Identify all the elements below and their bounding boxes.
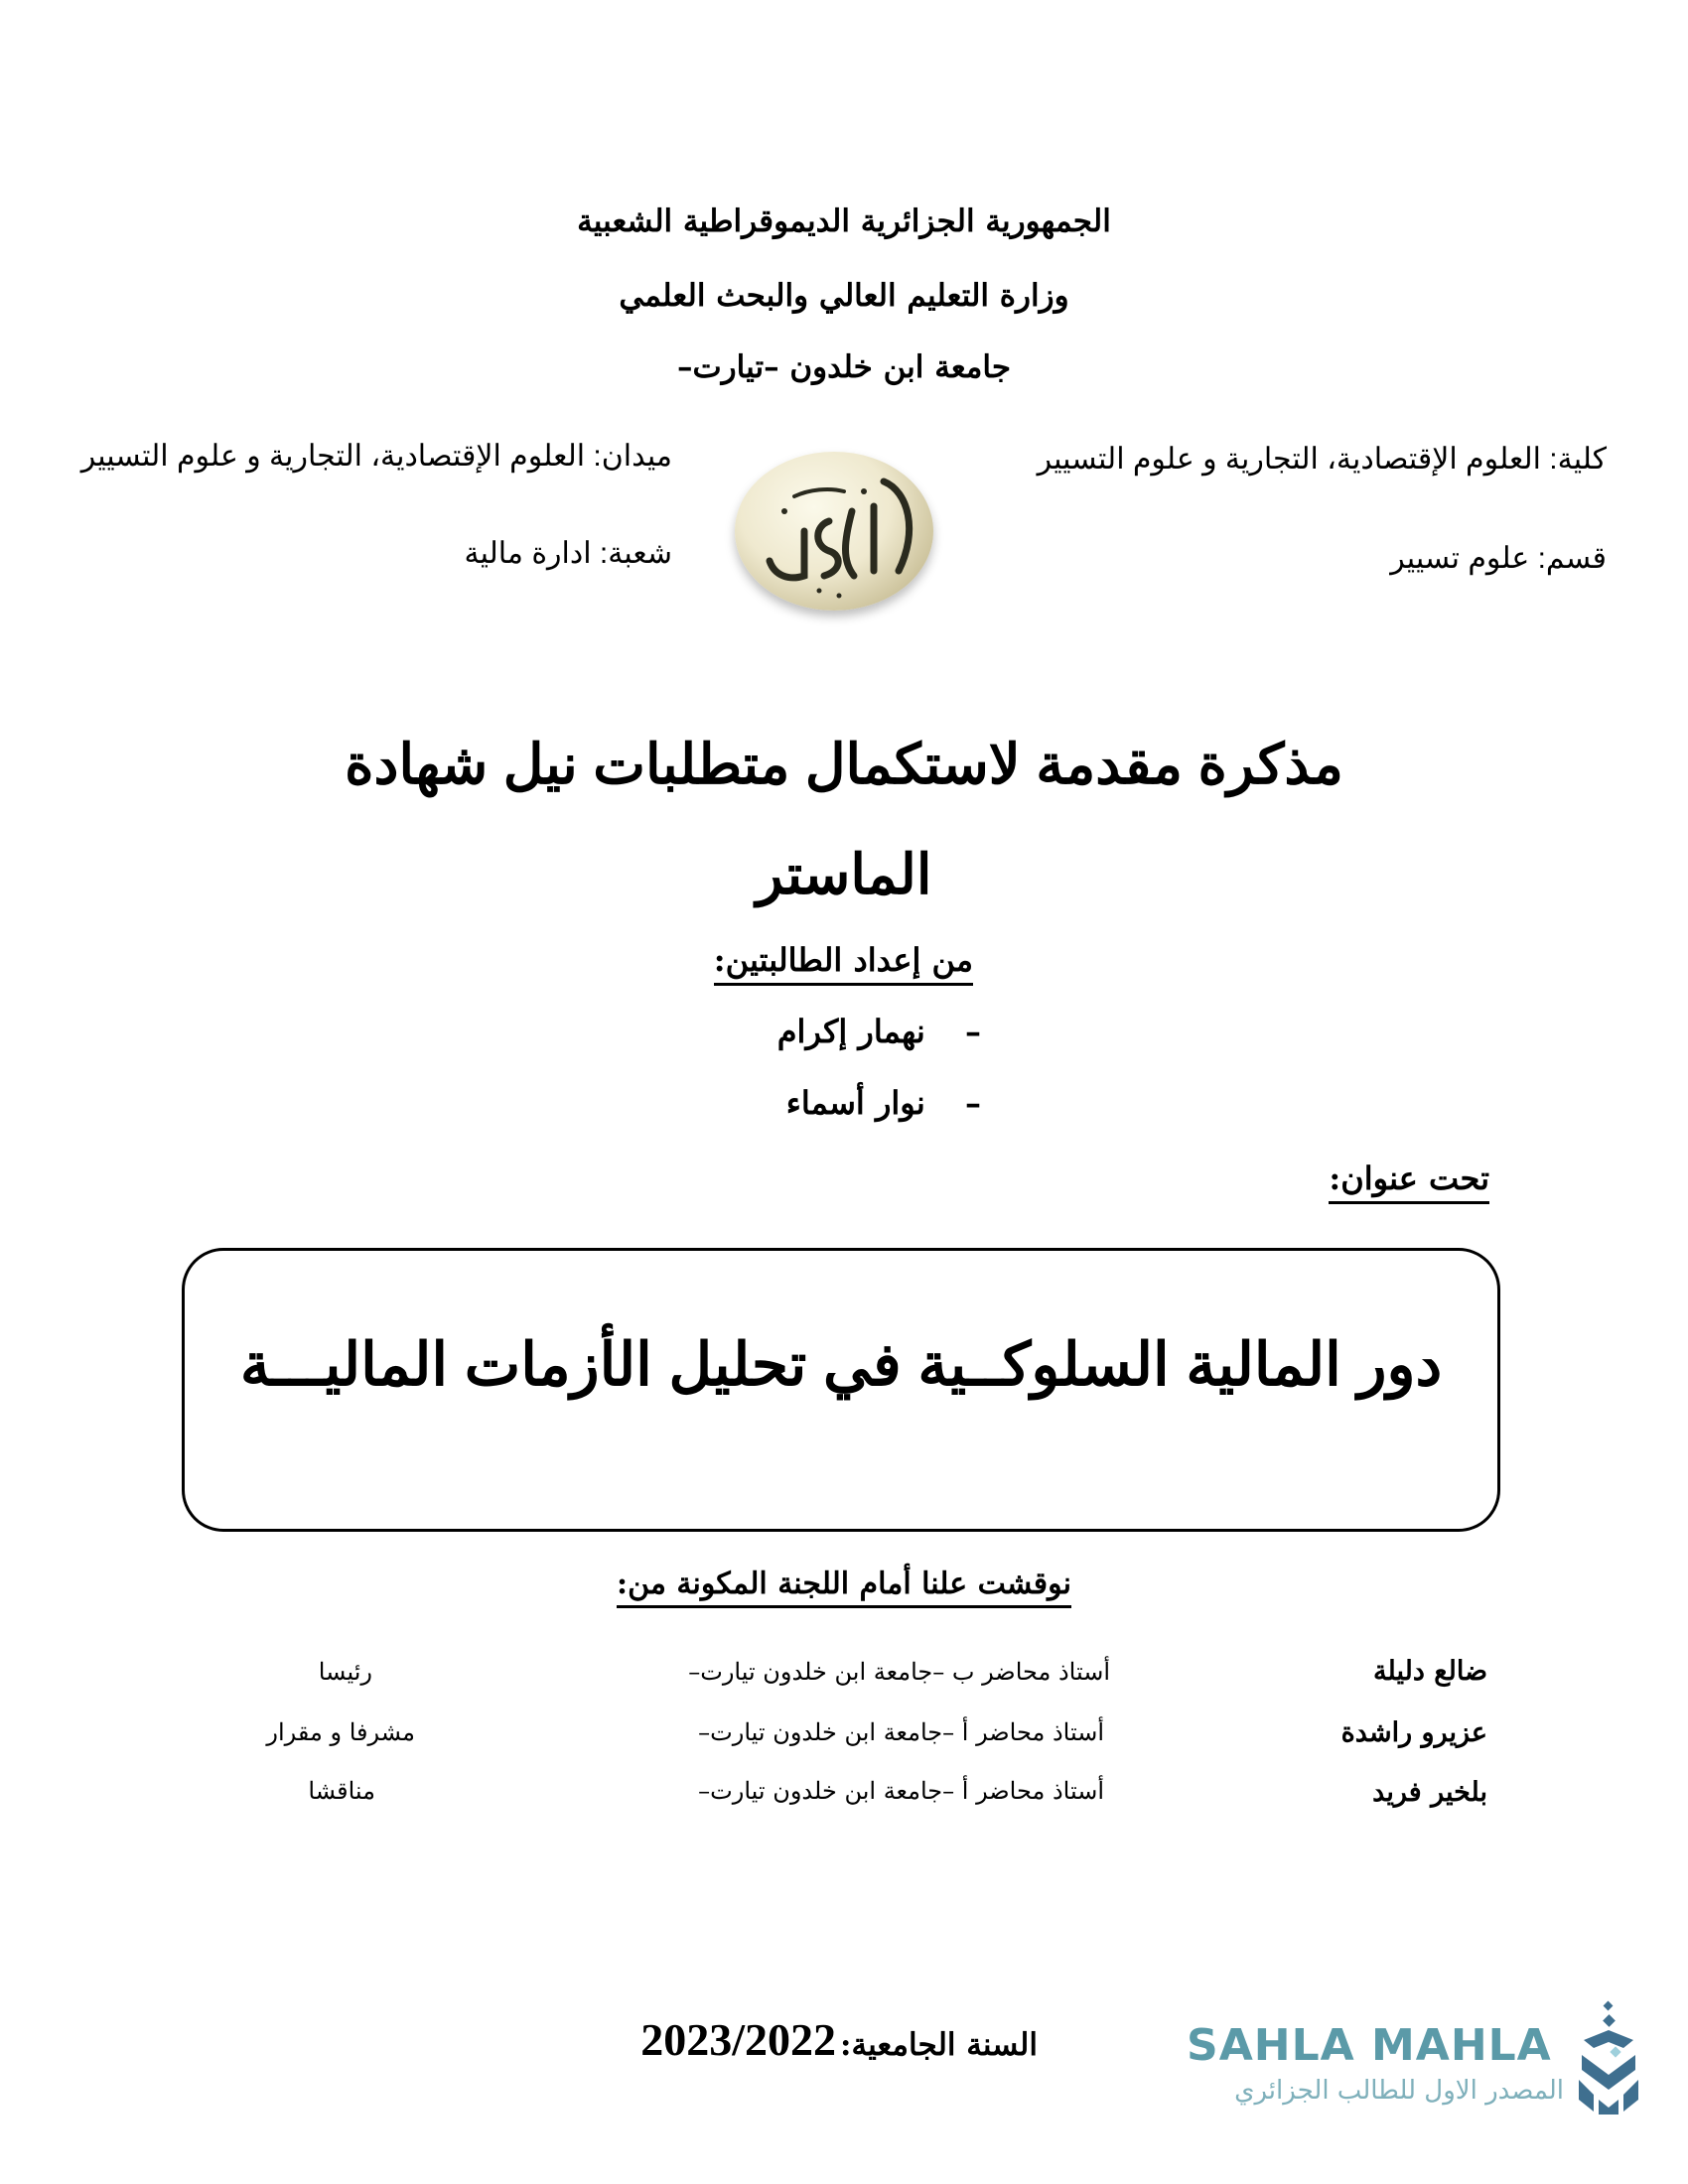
- jury-member-name: بلخير فريد: [1372, 1777, 1487, 1808]
- thesis-type-line1: مذكرة مقدمة لاستكمال متطلبات نيل شهادة: [345, 733, 1343, 795]
- department-label: قسم: علوم تسيير: [1390, 542, 1607, 575]
- jury-member-name: عزيرو راشدة: [1340, 1717, 1487, 1748]
- bullet-dash: –: [965, 1013, 981, 1050]
- university-heading: جامعة ابن خلدون –تيارت–: [676, 349, 1012, 385]
- students-heading: من إعداد الطالبتين:: [714, 941, 973, 986]
- jury-member-rank: أستاذ محاضر أ –جامعة ابن خلدون تيارت–: [698, 1777, 1104, 1805]
- jury-heading: نوقشت علنا أمام اللجنة المكونة من:: [617, 1567, 1071, 1608]
- sahla-mahla-watermark: [1187, 2000, 1643, 2119]
- thesis-title: دور المالية السلوكــية في تحليل الأزمات الماليـــة: [239, 1331, 1443, 1398]
- jury-member-role: رئيسا: [318, 1658, 372, 1686]
- academic-year-label: السنة الجامعية:: [840, 2027, 1038, 2063]
- university-logo: [735, 452, 945, 618]
- watermark-tagline: المصدر الاول للطالب الجزائري: [1234, 2076, 1564, 2106]
- student-name: نوار أسماء: [785, 1084, 925, 1122]
- watermark-brand: SAHLA MAHLA: [1187, 2020, 1552, 2071]
- jury-member-role: مشرفا و مقرار: [266, 1718, 415, 1746]
- student-name: نهمار إكرام: [776, 1013, 925, 1050]
- specialty-label: شعبة: ادارة مالية: [464, 537, 672, 570]
- sahla-mahla-logo-icon: [1574, 2000, 1643, 2124]
- jury-member-name: ضالع دليلة: [1373, 1656, 1487, 1687]
- republic-heading: الجمهورية الجزائرية الديموقراطية الشعبية: [577, 204, 1111, 239]
- jury-member-role: مناقشا: [308, 1777, 375, 1805]
- field-label: ميدان: العلوم الإقتصادية، التجارية و علوم التسيير: [80, 440, 672, 473]
- bullet-dash: –: [965, 1084, 981, 1122]
- student-item: [777, 1013, 981, 1050]
- logo-emblem-icon: [735, 452, 933, 611]
- ministry-heading: وزارة التعليم العالي والبحث العلمي: [619, 278, 1069, 314]
- academic-year-value: 2023/2022: [640, 2014, 837, 2065]
- thesis-title-box: [182, 1248, 1500, 1532]
- faculty-label: كلية: العلوم الإقتصادية، التجارية و علوم التسيير: [1037, 443, 1607, 476]
- jury-member-rank: أستاذ محاضر ب –جامعة ابن خلدون تيارت–: [688, 1658, 1110, 1686]
- jury-member-rank: أستاذ محاضر أ –جامعة ابن خلدون تيارت–: [698, 1718, 1104, 1746]
- thesis-type-line2: الماستر: [756, 843, 932, 905]
- title-heading: تحت عنوان:: [1329, 1160, 1489, 1204]
- student-item: [786, 1084, 981, 1122]
- academic-year: [640, 2013, 1038, 2066]
